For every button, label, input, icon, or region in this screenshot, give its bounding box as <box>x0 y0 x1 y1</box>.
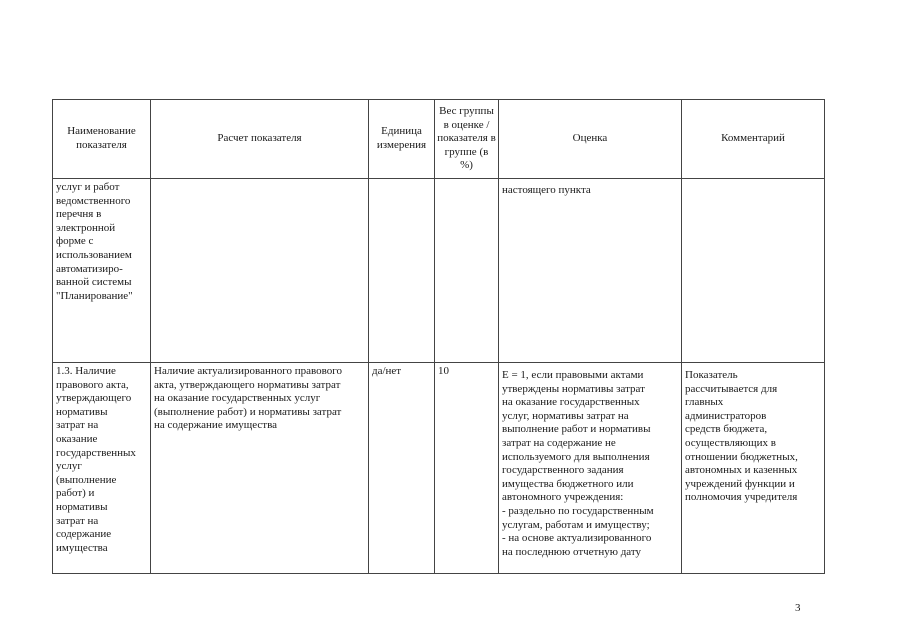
cell-calculation <box>151 179 369 363</box>
cell-unit: да/нет <box>369 363 435 574</box>
header-weight: Вес группы в оценке / показателя в группе (в %) <box>435 100 499 179</box>
cell-weight <box>435 179 499 363</box>
cell-comment: Показатель рассчитывается для главных администраторов средств бюджета, осуществляющих в отношении бюджетных, автономных и казенных учреждений функции и полномочия учредителя <box>682 363 825 574</box>
cell-indicator-name: 1.3. Наличие правового акта, утверждающего нормативы затрат на оказание государственных услуг (выполнение работ) и нормативы затрат на содержание имущества <box>53 363 151 574</box>
header-indicator-name: Наименование показателя <box>53 100 151 179</box>
cell-comment <box>682 179 825 363</box>
cell-indicator-name: услуг и работ ведомственного перечня в электронной форме с использованием автоматизиро- ванной системы "Планирование" <box>53 179 151 363</box>
cell-assessment: E = 1, если правовыми актами утверждены нормативы затрат на оказание государственных услуг, нормативы затрат на выполнение работ и нормативы затрат на содержание не используемого для выполнения государственного задания имущества бюджетного или автономного учреждения: - раздельно по государственным услугам, работам и имуществу; - на основе актуализированного на последнюю отчетную дату <box>499 363 682 574</box>
header-unit: Единица измерения <box>369 100 435 179</box>
cell-unit <box>369 179 435 363</box>
header-calculation: Расчет показателя <box>151 100 369 179</box>
indicator-table <box>52 99 825 574</box>
cell-weight: 10 <box>435 363 499 574</box>
table-header-row <box>53 100 825 179</box>
page-number: 3 <box>795 602 801 614</box>
cell-calculation: Наличие актуализированного правового акта, утверждающего нормативы затрат на оказание государственных услуг (выполнение работ) и нормативы затрат на содержание имущества <box>151 363 369 574</box>
table-row <box>53 179 825 363</box>
table-row <box>53 363 825 574</box>
header-comment: Комментарий <box>682 100 825 179</box>
header-assessment: Оценка <box>499 100 682 179</box>
cell-assessment: настоящего пункта <box>499 179 682 363</box>
